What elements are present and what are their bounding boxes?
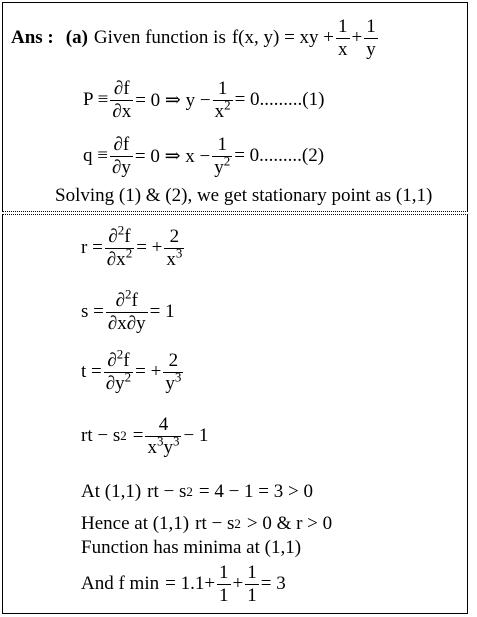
s-equation: s = $\frac{\partial^2f}{\partial x\partial y}$ = 1 — [81, 286, 175, 334]
fraction-4-over-x3y3: $\frac{4}{x^3y^3}$ — [147, 414, 180, 458]
r-equation: r = $\frac{\partial^2f}{\partial x^2}$ = + $\frac{2}{x^3}$ — [81, 222, 183, 270]
second-partial-xy: $\frac{\partial^2f}{\partial x\partial y}$ — [107, 286, 146, 334]
hence-line: Hence at (1,1) rt − s 2 > 0 & r > 0 — [81, 513, 333, 534]
at-point-line: At (1,1) rt − s 2 = 4 − 1 = 3 > 0 — [81, 481, 313, 502]
fraction-2-over-x3: $\frac{2}{x^3}$ — [166, 226, 183, 270]
partial-f-partial-x: $\frac{\partial f}{\partial x}$ — [112, 78, 132, 122]
fmin-equation: And f min = 1.1+ $\frac{1}{1}$ + $\frac{1}{1}$ = 3 — [81, 562, 286, 606]
t-equation: t = $\frac{\partial^2f}{\partial y^2}$ = + $\frac{2}{y^3}$ — [81, 346, 182, 394]
fraction-1-over-1-a: $\frac{1}{1}$ — [219, 562, 229, 606]
fraction-1-over-x: $\frac{1}{x}$ — [338, 16, 348, 60]
fraction-1-over-1-b: $\frac{1}{1}$ — [247, 562, 257, 606]
minima-line: Function has minima at (1,1) — [81, 537, 302, 558]
given-function-panel — [2, 2, 468, 212]
part-label: (a) — [65, 27, 88, 49]
p-equation: P ≡ $\frac{\partial f}{\partial x}$ = 0 ⇒ y − $\frac{1}{x^2}$ = 0.........(1) — [83, 78, 325, 122]
q-equation: q ≡ $\frac{\partial f}{\partial y}$ = 0 ⇒ x − $\frac{1}{y^2}$ = 0.........(2) — [83, 134, 325, 178]
second-partial-yy: $\frac{\partial^2f}{\partial y^2}$ — [105, 346, 132, 394]
ans-label: Ans : — [11, 27, 54, 49]
fraction-1-over-y2: $\frac{1}{y^2}$ — [214, 134, 231, 178]
second-derivative-panel — [2, 214, 468, 614]
stationary-point-line: Solving (1) & (2), we get stationary point as (1,1) — [55, 185, 433, 206]
fraction-1-over-y: $\frac{1}{y}$ — [366, 16, 376, 60]
fraction-1-over-x2: $\frac{1}{x^2}$ — [214, 78, 231, 122]
given-text: Given function is — [93, 27, 226, 49]
function-lhs: f(x, y) = xy + — [231, 27, 335, 49]
given-function-line: Ans : (a) Given function is f(x, y) = xy + $\frac{1}{x}$ + $\frac{1}{y}$ — [11, 16, 376, 60]
rt-s2-equation: rt − s 2 = $\frac{4}{x^3y^3}$ − 1 — [81, 414, 209, 458]
partial-f-partial-y: $\frac{\partial f}{\partial y}$ — [111, 134, 131, 178]
second-partial-xx: $\frac{\partial^2f}{\partial x^2}$ — [106, 222, 133, 270]
fraction-2-over-y3: $\frac{2}{y^3}$ — [165, 350, 182, 394]
